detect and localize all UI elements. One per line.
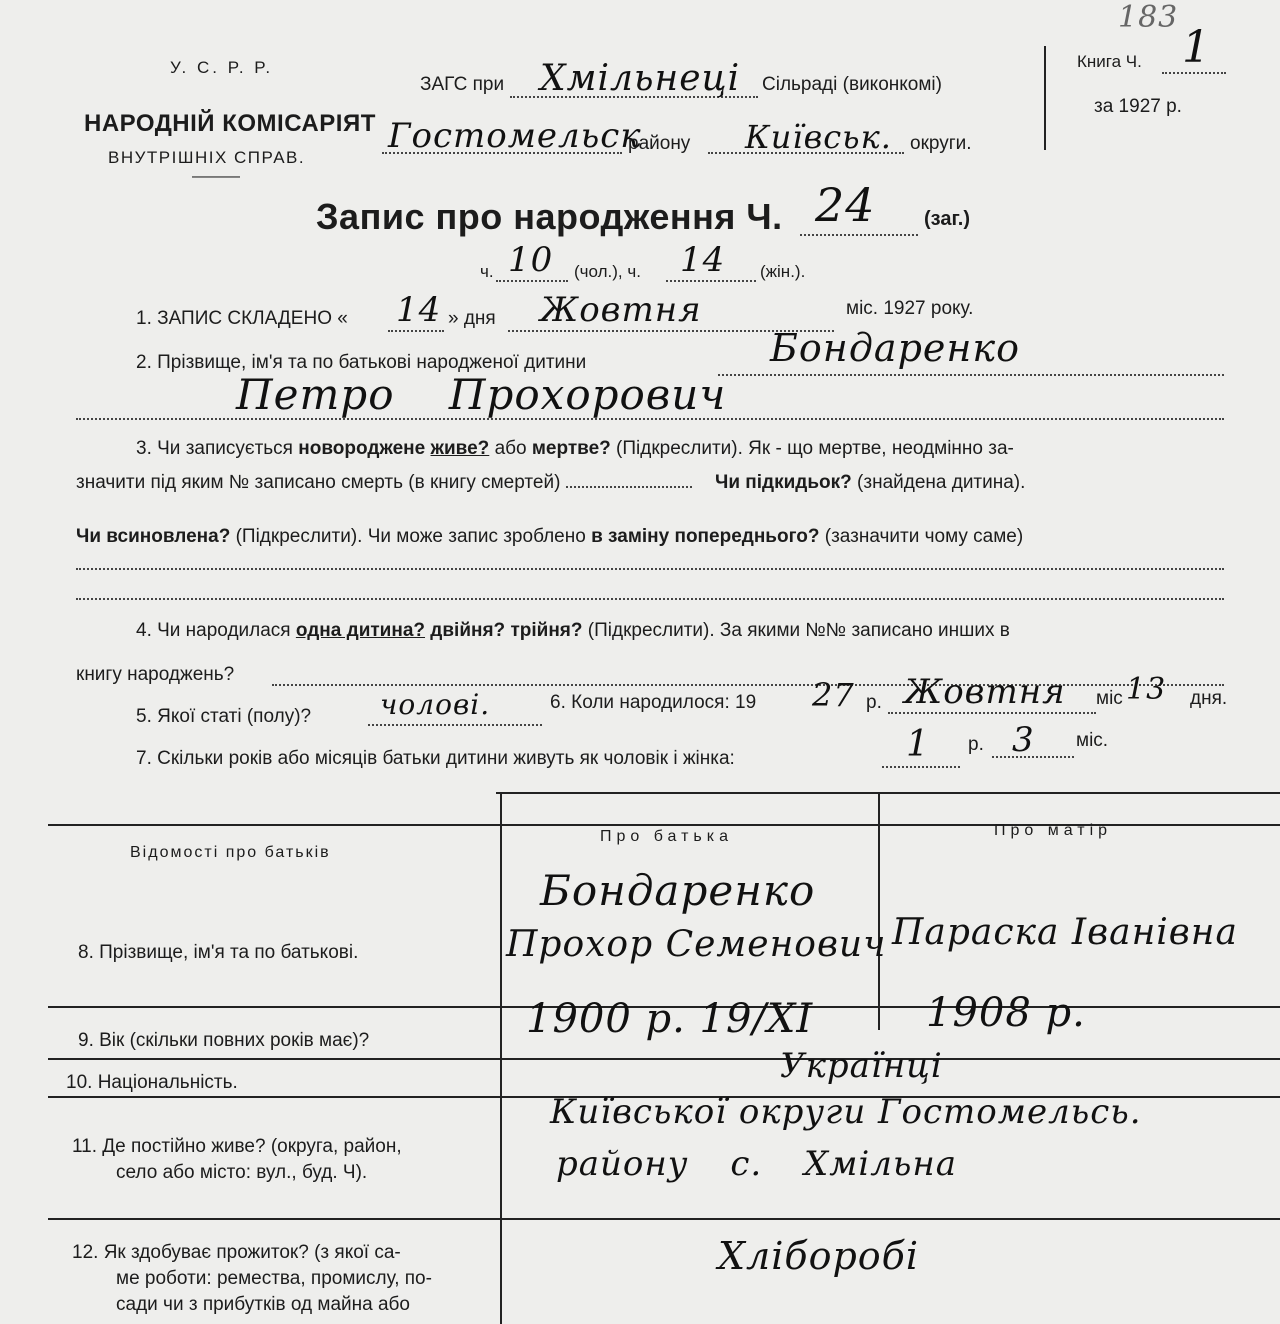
page-number: 183 [1118,0,1179,35]
item3-underline-1 [76,568,1224,570]
male-label: (чол.), ч. [574,262,641,281]
item2-underline-1 [718,374,1224,376]
book-year: за 1927 р. [1094,96,1182,117]
marriage-months-label: міс. [1076,730,1109,751]
table-head-parents: Відомості про батьків [130,844,331,861]
birth-month: Жовтня [904,672,1066,712]
zags-prefix: ЗАГС при [420,74,505,95]
child-name: Петро Прохорович [236,370,727,419]
record-title: Запис про народження Ч. [316,196,783,237]
one-child-underlined: одна дитина? [295,620,426,641]
marriage-months: 3 [1012,720,1035,760]
item1-tail: міс. 1927 року. [846,298,974,319]
birth-year: 27 [812,676,855,714]
record-total-suffix: (заг.) [924,208,971,230]
residence-line-2: району с. Хмільна [556,1144,958,1184]
item1-mid: » дня [448,308,496,329]
table-row-line-2 [48,1058,1280,1060]
ministry-title: НАРОДНІЙ КОМІСАРІЯТ [84,110,376,137]
male-count: 10 [508,240,554,280]
birth-day-label: дня. [1190,688,1228,709]
okrug-value: Київськ. [745,118,892,156]
birth-month-label: міс [1096,688,1123,709]
zags-suffix: Сільраді (виконкомі) [762,74,942,95]
item3-line3: Чи всиновлена? (Підкреслити). Чи може запис зроблено в заміну попереднього? (зазначити чому саме) [76,526,1024,547]
row11-label-1: 11. Де постійно живе? (округа, район, [72,1136,402,1157]
row12-label-3: сади чи з прибутків од майна або [116,1294,410,1315]
birth-month-underline [888,712,1096,714]
item7-label: 7. Скільки років або місяців батьки дитини живуть як чоловік і жінка: [136,748,735,769]
item3-line1: 3. Чи записується новороджене живе? або мертве? (Підкреслити). Як - що мертве, неодмінно за- [136,438,1014,459]
item4-line1: 4. Чи народилася одна дитина? двійня? трійня? (Підкреслити). За якими №№ записано инших в [136,620,1010,641]
total-underline [800,234,918,236]
mother-age: 1908 р. [926,990,1086,1036]
book-number: 1 [1182,22,1211,73]
table-top-border-right [496,792,1280,794]
female-count: 14 [680,240,726,280]
table-head-mother: Про матір [994,822,1113,839]
marriage-years: 1 [906,724,930,765]
father-name: Прохор Семенович [506,924,887,965]
father-surname: Бондаренко [540,866,816,915]
female-underline [666,280,756,282]
female-label: (жін.). [760,262,806,281]
child-sex: чолові. [380,688,491,721]
item5-underline [368,724,542,726]
male-underline [496,280,568,282]
marriage-years-label: р. [968,734,984,755]
row12-label-1: 12. Як здобуває прожиток? (з якої са- [72,1242,401,1263]
book-label: Книга Ч. [1077,52,1142,71]
alive-underlined: живе? [430,438,490,459]
ussr-label: У. С. Р. Р. [170,58,274,77]
row10-label: 10. Національність. [66,1072,238,1093]
child-surname: Бондаренко [770,326,1020,370]
item4-line2: книгу народжень? [76,664,235,685]
item5-label: 5. Якої статі (полу)? [136,706,312,727]
ministry-subtitle: ВНУТРІШНІХ СПРАВ. [108,148,306,167]
record-total-number: 24 [815,178,876,232]
item4-underline [272,684,1224,686]
item6-label: 6. Коли народилося: 19 [550,692,757,713]
residence-line-1: Київської округи Гостомельсь. [550,1092,1142,1132]
district-label: району [628,133,691,154]
row11-label-2: село або місто: вул., буд. Ч). [116,1162,368,1183]
item3-line2: значити під яким № записано смерть (в книгу смертей) Чи підкидьок? (знайдена дитина). [76,472,1026,493]
district-value: Гостомельск [388,116,642,156]
item2-label: 2. Прізвище, ім'я та по батькові народженої дитини [136,352,587,373]
row12-label-2: ме роботи: ремества, промислу, по- [116,1268,432,1289]
okrug-label: округи. [910,133,972,154]
item1-label: 1. ЗАПИС СКЛАДЕНО « [136,308,348,329]
zags-value: Хмільнеці [540,58,741,99]
row8-label: 8. Прізвище, ім'я та по батькові. [78,942,359,963]
item3-underline-2 [76,598,1224,600]
male-prefix: ч. [480,262,494,281]
father-age: 1900 р. 19/XI [526,996,814,1042]
table-head-father: Про батька [600,828,733,845]
ministry-rule: ——— [192,168,240,185]
table-row-line-4 [48,1218,1280,1220]
item1-day-underline [388,330,444,332]
row9-label: 9. Вік (скільки повних років має)? [78,1030,370,1051]
book-box-border [1044,46,1046,150]
mother-name: Параска Іванівна [892,912,1238,953]
birth-year-r: р. [866,692,882,713]
item7-years-underline [882,766,960,768]
item1-day: 14 [396,290,442,330]
birth-day: 13 [1126,672,1167,707]
table-col-divider-2 [878,794,880,1030]
nationality: Українці [780,1046,943,1086]
item1-month: Жовтня [540,290,702,330]
occupation: Хліборобі [718,1234,920,1278]
